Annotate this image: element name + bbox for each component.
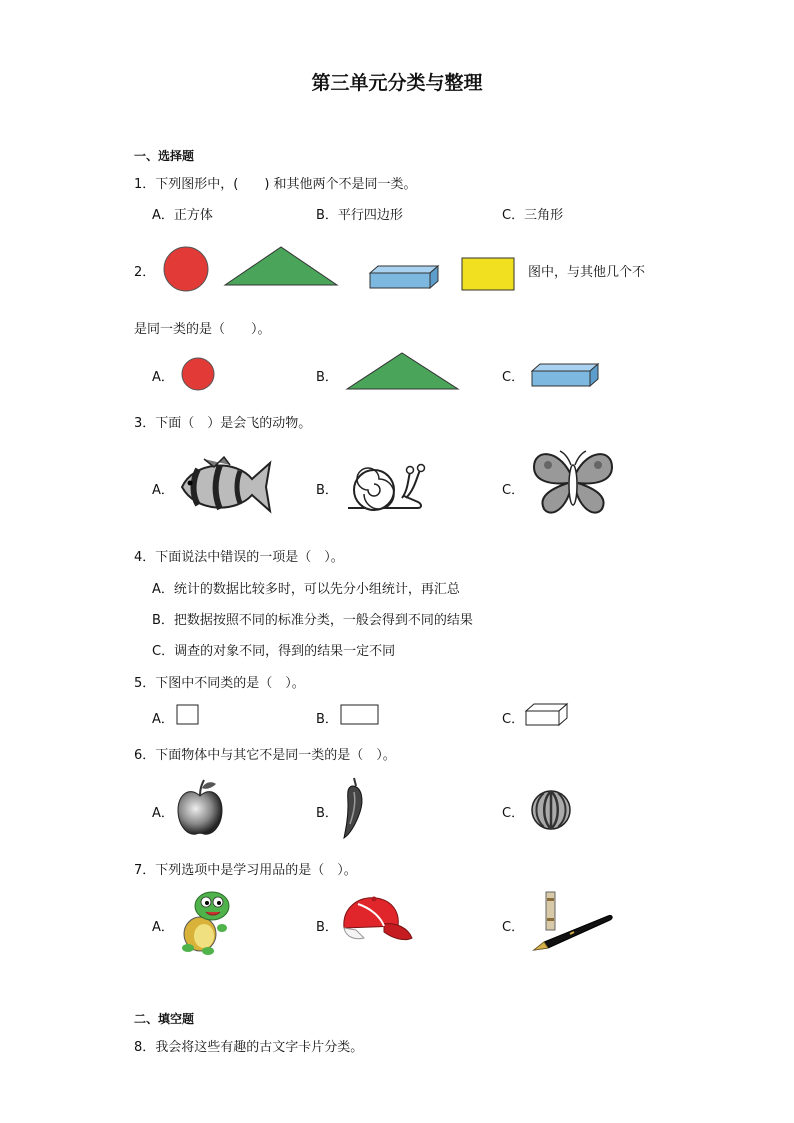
q6-option-b-label[interactable]: B． <box>316 806 338 821</box>
q5-option-a-square[interactable] <box>176 704 200 726</box>
q7-red-cap-image[interactable] <box>340 894 414 946</box>
question-4-text: 4．下面说法中错误的一项是（ ）。 <box>134 550 344 565</box>
question-3-text: 3．下面（ ）是会飞的动物。 <box>134 416 312 431</box>
q3-butterfly-image[interactable] <box>530 447 616 517</box>
q6-chili-pepper-image[interactable] <box>340 776 368 840</box>
q6-apple-image[interactable] <box>176 778 224 838</box>
q6-watermelon-image[interactable] <box>530 788 572 830</box>
q2-option-b-triangle[interactable] <box>345 351 461 391</box>
section-heading-choice: 一、选择题 <box>134 149 195 163</box>
q2-option-b-label[interactable]: B． <box>316 370 338 385</box>
question-7-text: 7．下列选项中是学习用品的是（ ）。 <box>134 863 357 878</box>
q5-option-b-label[interactable]: B． <box>316 712 338 727</box>
q6-option-c-label[interactable]: C． <box>502 806 525 821</box>
q7-option-c-label[interactable]: C． <box>502 920 525 935</box>
section-heading-fill-blank: 二、填空题 <box>134 1012 195 1026</box>
q2-option-a-label[interactable]: A． <box>152 370 174 385</box>
page-title: 第三单元分类与整理 <box>311 72 483 94</box>
q2-yellow-rectangle-figure <box>461 257 515 291</box>
q3-clownfish-image[interactable] <box>174 455 274 517</box>
q2-option-c-box[interactable] <box>530 362 600 388</box>
question-2-text-tail: 图中，与其他几个不 <box>528 265 646 280</box>
q4-option-a[interactable]: A．统计的数据比较多时，可以先分小组统计，再汇总 <box>152 582 460 597</box>
question-5-text: 5．下图中不同类的是（ ）。 <box>134 676 305 691</box>
q3-snail-image[interactable] <box>344 460 426 516</box>
q7-option-b-label[interactable]: B． <box>316 920 338 935</box>
q2-red-circle-figure <box>162 245 210 293</box>
q4-option-c[interactable]: C．调查的对象不同，得到的结果一定不同 <box>152 644 396 659</box>
q5-option-c-label[interactable]: C． <box>502 712 525 727</box>
q3-option-c-label[interactable]: C． <box>502 483 525 498</box>
question-8-text: 8．我会将这些有趣的古文字卡片分类。 <box>134 1040 364 1055</box>
question-6-text: 6．下面物体中与其它不是同一类的是（ ）。 <box>134 748 396 763</box>
q5-option-c-cuboid[interactable] <box>525 703 569 727</box>
q2-option-c-label[interactable]: C． <box>502 370 525 385</box>
q7-option-a-label[interactable]: A． <box>152 920 174 935</box>
question-2-text-line2: 是同一类的是（ ）。 <box>134 322 271 337</box>
q1-option-a[interactable]: A．正方体 <box>152 208 213 223</box>
q6-option-a-label[interactable]: A． <box>152 806 174 821</box>
q2-green-triangle-figure <box>223 245 339 287</box>
q2-blue-box-figure <box>368 264 440 290</box>
q5-option-b-rectangle[interactable] <box>340 704 380 726</box>
q3-option-a-label[interactable]: A． <box>152 483 174 498</box>
question-2-number: 2． <box>134 265 156 280</box>
question-1-text: 1．下列图形中，( ) 和其他两个不是同一类。 <box>134 177 417 192</box>
q7-turtle-toy-image[interactable] <box>178 890 232 956</box>
q3-option-b-label[interactable]: B． <box>316 483 338 498</box>
q1-option-b[interactable]: B．平行四边形 <box>316 208 403 223</box>
q7-fountain-pen-image[interactable] <box>530 888 616 954</box>
q2-option-a-circle[interactable] <box>180 356 216 392</box>
q4-option-b[interactable]: B．把数据按照不同的标准分类，一般会得到不同的结果 <box>152 613 473 628</box>
q1-option-c[interactable]: C．三角形 <box>502 208 564 223</box>
q5-option-a-label[interactable]: A． <box>152 712 174 727</box>
